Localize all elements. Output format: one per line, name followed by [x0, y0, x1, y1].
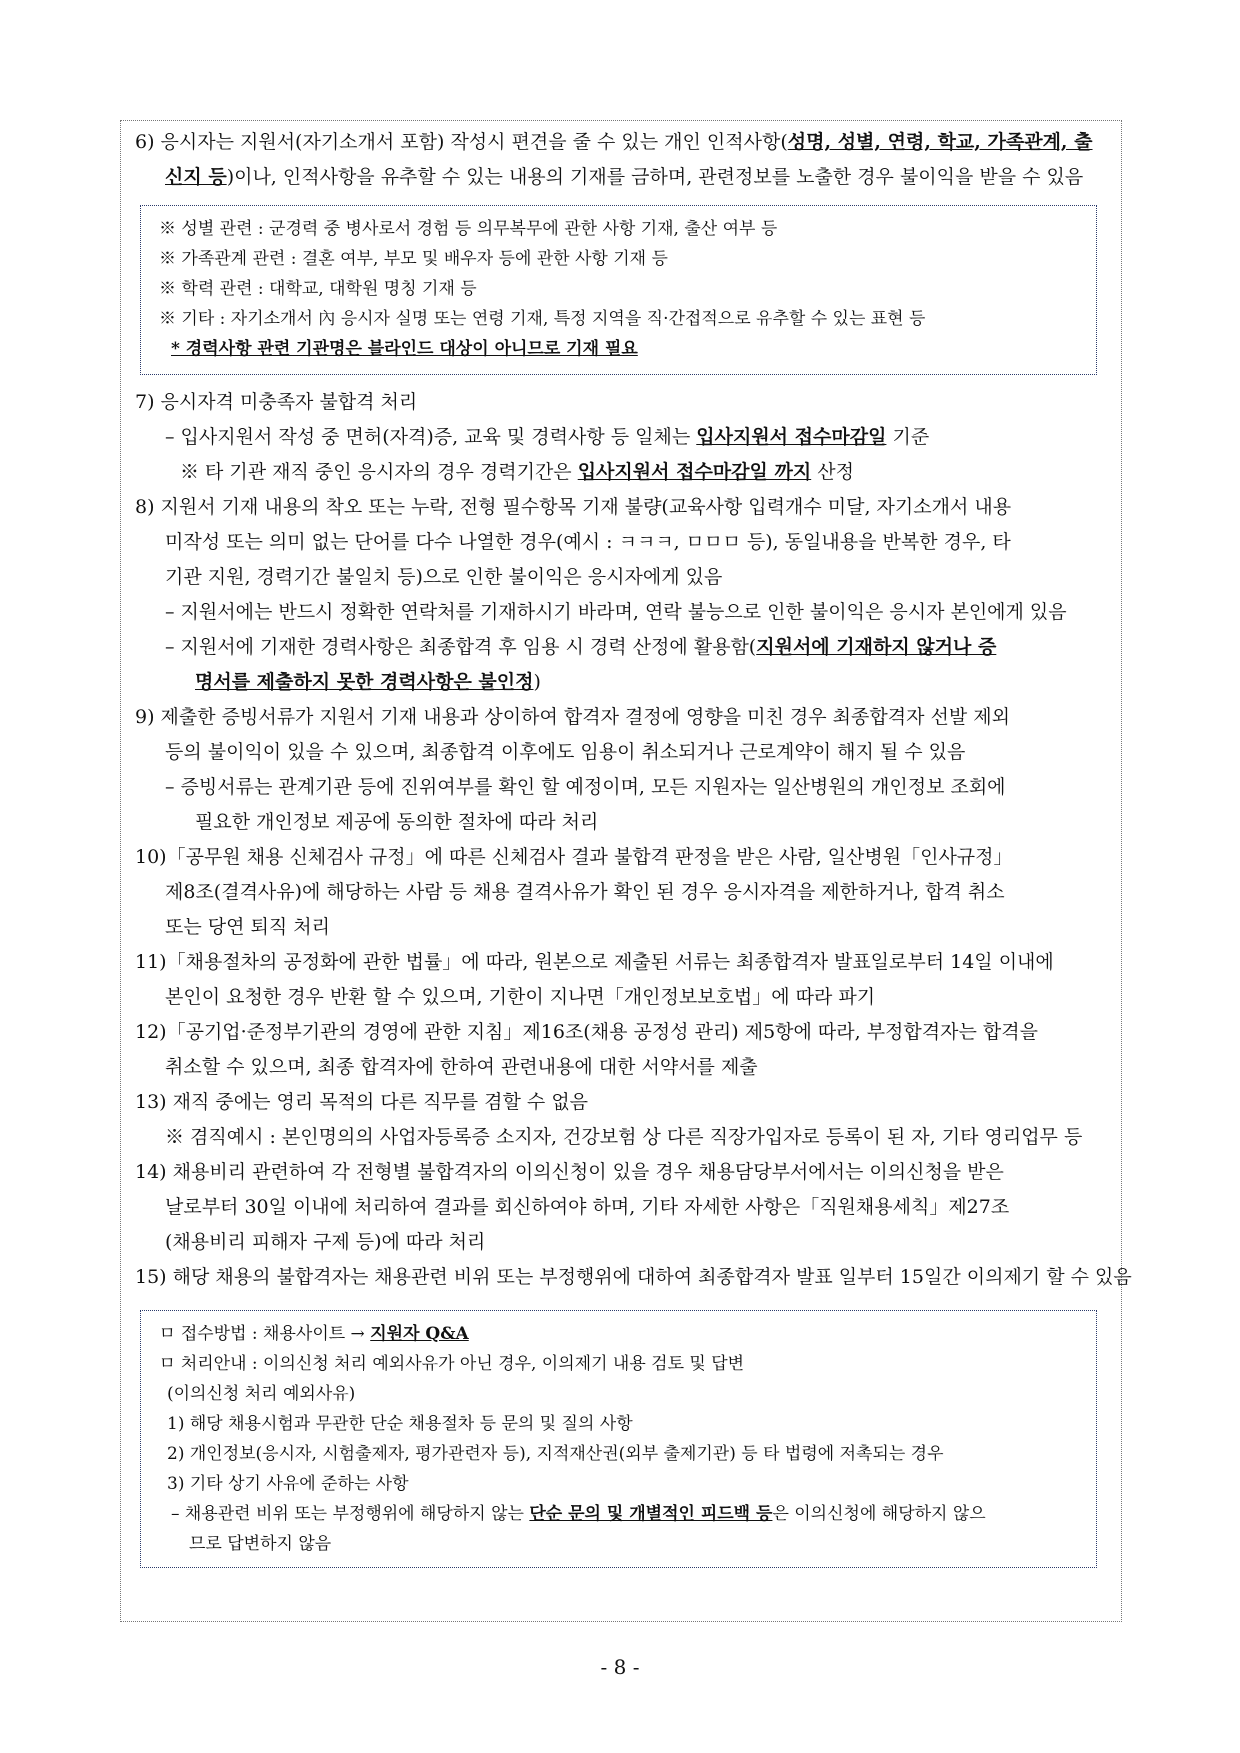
- note-box-blind-text: [159, 214, 925, 364]
- text-segment: 기관 지원, 경력기간 불일치 등)으로 인한 불이익은 응시자에게 있음: [165, 566, 723, 588]
- text-segment: ※ 타 기관 재직 중인 응시자의 경우 경력기간은: [180, 461, 578, 483]
- text-line: [135, 455, 1132, 490]
- text-segment: 취소할 수 있으며, 최종 합격자에 한하여 관련내용에 대한 서약서를 제출: [165, 1056, 758, 1078]
- text-line: [135, 1190, 1132, 1225]
- text-segment: 본인이 요청한 경우 반환 할 수 있으며, 기한이 지나면「개인정보보호법」에 따라 파기: [165, 986, 876, 1008]
- text-segment: 3) 기타 상기 사유에 준하는 사항: [167, 1474, 409, 1494]
- page-number: - 8 -: [600, 1655, 640, 1679]
- text-line: [135, 1155, 1132, 1190]
- text-line: [135, 385, 1132, 420]
- emphasis-text: * 경력사항 관련 기관명은 블라인드 대상이 아니므로 기재 필요: [171, 339, 638, 359]
- text-segment: – 입사지원서 작성 중 면허(자격)증, 교육 및 경력사항 등 일체는: [165, 426, 697, 448]
- text-segment: ): [533, 671, 541, 693]
- text-line: [135, 770, 1132, 805]
- text-segment: ※ 성별 관련 : 군경력 중 병사로서 경험 등 의무복무에 관한 사항 기재, 출산 여부 등: [159, 219, 778, 239]
- text-line: [159, 334, 925, 364]
- text-line: [135, 1085, 1132, 1120]
- emphasis-text: 입사지원서 접수마감일 까지: [577, 461, 812, 483]
- text-segment: ※ 가족관계 관련 : 결혼 여부, 부모 및 배우자 등에 관한 사항 기재 등: [159, 249, 668, 269]
- text-line: [135, 840, 1132, 875]
- emphasis-text: 성명, 성별, 연령, 학교, 가족관계, 출: [787, 131, 1093, 153]
- text-segment: 10)「공무원 채용 신체검사 규정」에 따른 신체검사 결과 불합격 판정을 받은 사람, 일산병원「인사규정」: [135, 846, 1013, 868]
- text-segment: 13) 재직 중에는 영리 목적의 다른 직무를 겸할 수 없음: [135, 1091, 589, 1113]
- text-segment: 날로부터 30일 이내에 처리하여 결과를 회신하여야 하며, 기타 자세한 사항은「직원채용세칙」제27조: [165, 1196, 1010, 1218]
- text-segment: )이나, 인적사항을 유추할 수 있는 내용의 기재를 금하며, 관련정보를 노출한 경우 불이익을 받을 수 있음: [226, 166, 1084, 188]
- text-line: [159, 1379, 986, 1409]
- text-segment: 6) 응시자는 지원서(자기소개서 포함) 작성시 편견을 줄 수 있는 개인 인적사항(: [135, 131, 788, 153]
- text-segment: (이의신청 처리 예외사유): [167, 1384, 356, 1404]
- text-line: [159, 244, 925, 274]
- text-line: [135, 595, 1132, 630]
- text-line: [135, 1050, 1132, 1085]
- text-segment: 또는 당연 퇴직 처리: [165, 916, 330, 938]
- text-line: [135, 160, 1093, 195]
- emphasis-text: 입사지원서 접수마감일: [696, 426, 887, 448]
- emphasis-text: 신지 등: [165, 166, 227, 188]
- text-line: [135, 525, 1132, 560]
- text-line: [135, 420, 1132, 455]
- text-line: [135, 875, 1132, 910]
- text-segment: – 지원서에 기재한 경력사항은 최종합격 후 임용 시 경력 산정에 활용함(: [165, 636, 757, 658]
- text-segment: (채용비리 피해자 구제 등)에 따라 처리: [165, 1231, 486, 1253]
- text-segment: 2) 개인정보(응시자, 시험출제자, 평가관련자 등), 지적재산권(외부 출제기관) 등 타 법령에 저촉되는 경우: [167, 1444, 944, 1464]
- text-line: [159, 1319, 986, 1349]
- text-segment: 등의 불이익이 있을 수 있으며, 최종합격 이후에도 임용이 취소되거나 근로계약이 해지 될 수 있음: [165, 741, 966, 763]
- text-segment: 14) 채용비리 관련하여 각 전형별 불합격자의 이의신청이 있을 경우 채용담당부서에서는 이의신청을 받은: [135, 1161, 1004, 1183]
- emphasis-text: 단순 문의 및 개별적인 피드백 등: [529, 1504, 773, 1524]
- text-segment: 8) 지원서 기재 내용의 착오 또는 누락, 전형 필수항목 기재 불량(교육사항 입력개수 미달, 자기소개서 내용: [135, 496, 1012, 518]
- sections-7-15: [135, 385, 1132, 1295]
- text-line: [135, 910, 1132, 945]
- text-line: [135, 945, 1132, 980]
- text-line: [159, 214, 925, 244]
- text-line: [135, 805, 1132, 840]
- text-segment: ※ 학력 관련 : 대학교, 대학원 명칭 기재 등: [159, 279, 477, 299]
- text-segment: ㅁ 처리안내 : 이의신청 처리 예외사유가 아닌 경우, 이의제기 내용 검토 및 답변: [159, 1354, 745, 1374]
- text-line: [159, 274, 925, 304]
- text-line: [159, 304, 925, 334]
- text-line: [135, 125, 1093, 160]
- text-line: [135, 1260, 1132, 1295]
- text-segment: ㅁ 접수방법 : 채용사이트 →: [159, 1324, 371, 1344]
- text-segment: 므로 답변하지 않음: [189, 1534, 332, 1554]
- note-box-blind: [140, 205, 1097, 375]
- text-segment: ※ 겸직예시 : 본인명의의 사업자등록증 소지자, 건강보험 상 다른 직장가입자로 등록이 된 자, 기타 영리업무 등: [165, 1126, 1083, 1148]
- note-box-appeal: [140, 1310, 1097, 1568]
- text-line: [135, 630, 1132, 665]
- text-line: [159, 1469, 986, 1499]
- text-segment: 9) 제출한 증빙서류가 지원서 기재 내용과 상이하여 합격자 결정에 영향을 미친 경우 최종합격자 선발 제외: [135, 706, 1010, 728]
- text-line: [159, 1439, 986, 1469]
- emphasis-text: 명서를 제출하지 못한 경력사항은 불인정: [195, 671, 534, 693]
- emphasis-text: 지원자 Q&A: [370, 1324, 469, 1344]
- text-segment: 11)「채용절차의 공정화에 관한 법률」에 따라, 원본으로 제출된 서류는 최종합격자 발표일로부터 14일 이내에: [135, 951, 1054, 973]
- note-box-appeal-text: [159, 1319, 986, 1559]
- text-segment: 12)「공기업·준정부기관의 경영에 관한 지침」제16조(채용 공정성 관리) 제5항에 따라, 부정합격자는 합격을: [135, 1021, 1038, 1043]
- text-segment: 제8조(결격사유)에 해당하는 사람 등 채용 결격사유가 확인 된 경우 응시자격을 제한하거나, 합격 취소: [165, 881, 1005, 903]
- text-segment: – 지원서에는 반드시 정확한 연락처를 기재하시기 바라며, 연락 불능으로 인한 불이익은 응시자 본인에게 있음: [165, 601, 1067, 623]
- text-segment: – 증빙서류는 관계기관 등에 진위여부를 확인 할 예정이며, 모든 지원자는 일산병원의 개인정보 조회에: [165, 776, 1006, 798]
- text-line: [159, 1529, 986, 1559]
- text-line: [159, 1499, 986, 1529]
- text-segment: – 채용관련 비위 또는 부정행위에 해당하지 않는: [171, 1504, 530, 1524]
- text-line: [135, 1120, 1132, 1155]
- text-line: [135, 980, 1132, 1015]
- text-line: [135, 560, 1132, 595]
- text-segment: 기준: [886, 426, 930, 448]
- text-segment: 필요한 개인정보 제공에 동의한 절차에 따라 처리: [195, 811, 599, 833]
- text-line: [135, 735, 1132, 770]
- text-segment: 미작성 또는 의미 없는 단어를 다수 나열한 경우(예시 : ㅋㅋㅋ, ㅁㅁㅁ 등), 동일내용을 반복한 경우, 타: [165, 531, 1011, 553]
- text-line: [159, 1409, 986, 1439]
- emphasis-text: 지원서에 기재하지 않거나 증: [756, 636, 997, 658]
- section-6: [135, 125, 1093, 195]
- text-line: [159, 1349, 986, 1379]
- text-segment: ※ 기타 : 자기소개서 內 응시자 실명 또는 연령 기재, 특정 지역을 직·간접적으로 유추할 수 있는 표현 등: [159, 309, 926, 329]
- text-segment: 15) 해당 채용의 불합격자는 채용관련 비위 또는 부정행위에 대하여 최종합격자 발표 일부터 15일간 이의제기 할 수 있음: [135, 1266, 1132, 1288]
- text-line: [135, 490, 1132, 525]
- text-segment: 산정: [811, 461, 854, 483]
- text-line: [135, 1225, 1132, 1260]
- text-line: [135, 700, 1132, 735]
- text-segment: 은 이의신청에 해당하지 않으: [772, 1504, 986, 1524]
- text-line: [135, 665, 1132, 700]
- text-line: [135, 1015, 1132, 1050]
- text-segment: 7) 응시자격 미충족자 불합격 처리: [135, 391, 418, 413]
- text-segment: 1) 해당 채용시험과 무관한 단순 채용절차 등 문의 및 질의 사항: [167, 1414, 633, 1434]
